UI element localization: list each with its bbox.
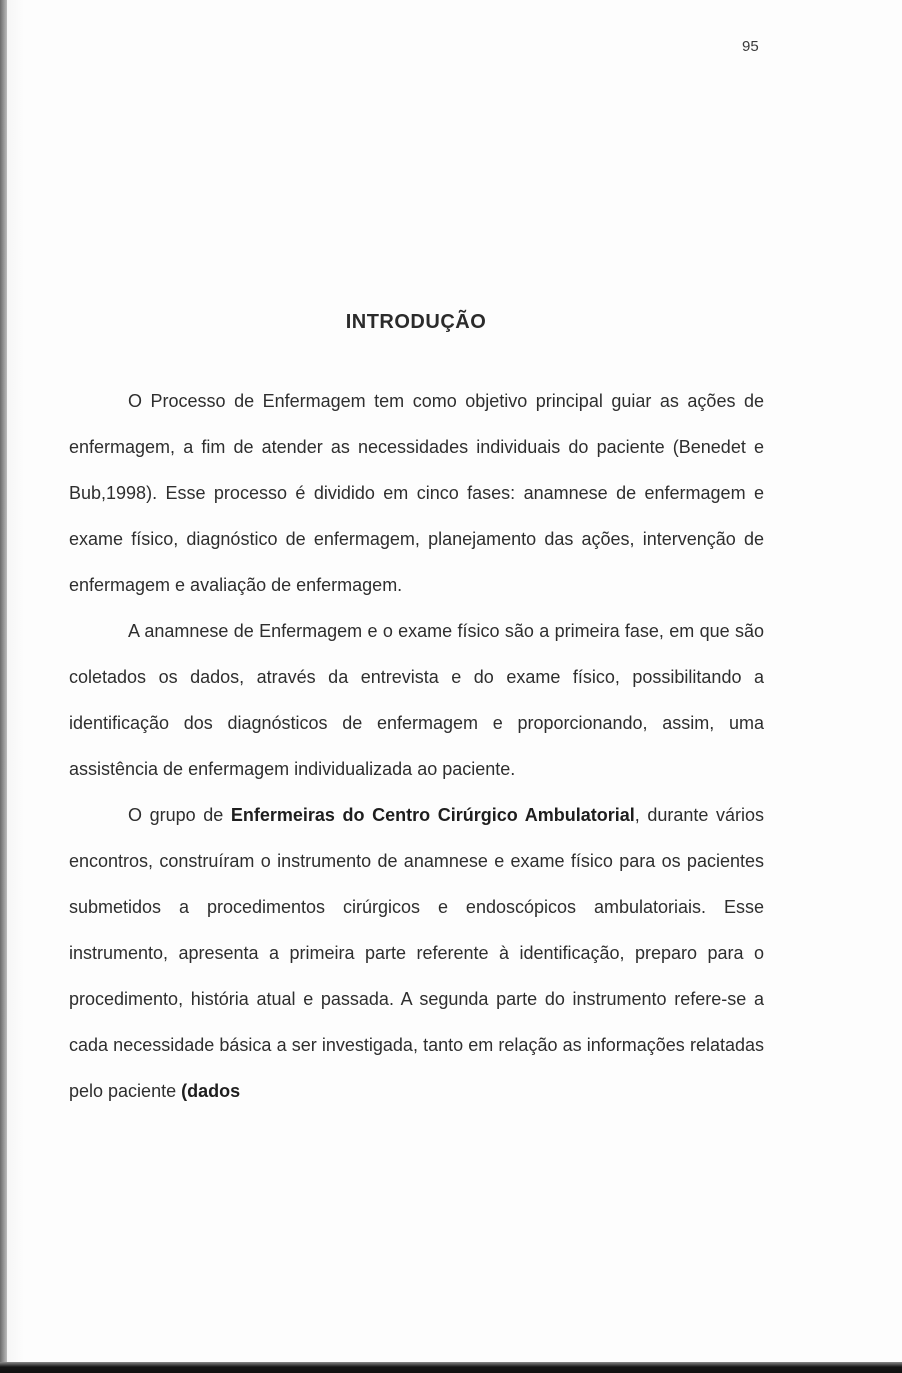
body-text <box>69 378 764 1114</box>
paragraph-3-continuation: , durante vários encontros, construíram o instrumento de anamnese e exame físico para os pacientes submetidos a procedimentos cirúrgicos e endoscópicos ambulatoriais. Esse instrumento, apresenta a primeira parte referente à identificação, preparo para o procedimento, história atual e passada. A segunda parte do instrumento refere-se a cada necessidade básica a ser investigada, tanto em relação as informações relatadas pelo paciente <box>69 805 764 1101</box>
paragraph-3-start: O grupo de <box>128 805 231 825</box>
section-title: INTRODUÇÃO <box>345 311 487 333</box>
paragraph-2: A anamnese de Enfermagem e o exame físico são a primeira fase, em que são coletados os dados, através da entrevista e do exame físico, possibilitando a identificação dos diagnósticos de enfermagem e proporcionando, assim, uma assistência de enfermagem individualizada ao paciente. <box>69 621 764 779</box>
scan-left-edge <box>0 0 7 1373</box>
paragraph-3-bold-group-name: Enfermeiras do Centro Cirúrgico Ambulatorial <box>230 805 635 825</box>
paragraph-1: O Processo de Enfermagem tem como objetivo principal guiar as ações de enfermagem, a fim de atender as necessidades individuais do paciente (Benedet e Bub,1998). Esse processo é dividido em cinco fases: anamnese de enfermagem e exame físico, diagnóstico de enfermagem, planejamento das ações, intervenção de enfermagem e avaliação de enfermagem. <box>69 391 764 595</box>
scan-bottom-edge <box>0 1362 902 1373</box>
paragraph-3 <box>69 792 764 1114</box>
paragraph-3-bold-end: (dados <box>181 1081 241 1101</box>
page-number: 95 <box>742 38 759 55</box>
